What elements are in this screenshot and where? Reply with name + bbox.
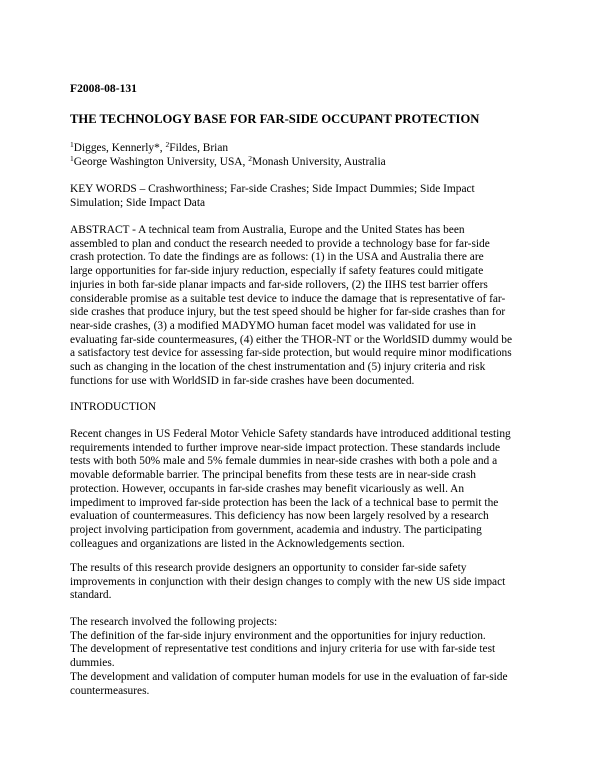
keywords-line: Simulation; Side Impact Data — [70, 196, 206, 209]
paragraph-line: project involving participation from government, academia and industry. The participating — [70, 523, 482, 536]
abstract-line: large opportunities for far-side injury reduction, especially if safety features could mitigate — [70, 265, 484, 278]
keywords-line: KEY WORDS – Crashworthiness; Far-side Crashes; Side Impact Dummies; Side Impact — [70, 183, 475, 195]
abstract — [70, 224, 540, 388]
paragraph-line: evaluation of countermeasures. This deficiency has now been largely resolved by a research — [70, 510, 489, 523]
paragraph-line: improvements in conjunction with their design changes to comply with the new US side impact — [70, 575, 506, 588]
paragraph-line: protection. However, occupants in far-side crashes may benefit vicariously as well. An — [70, 482, 465, 495]
abstract-line: crash protection. To date the findings are as follows: (1) in the USA and Australia there are — [70, 251, 484, 264]
keywords — [70, 183, 540, 210]
paragraph-line: countermeasures. — [70, 684, 150, 697]
intro-paragraph-1 — [70, 428, 540, 551]
paragraph-line: movable deformable barrier. The principal benefits from these tests are in near-side crash — [70, 469, 476, 482]
affiliation-name: George Washington University, USA, — [73, 156, 249, 168]
paragraph-line: requirements intended to further improve near-side impact protection. These standards include — [70, 441, 501, 454]
author-name: Fildes, Brian — [169, 142, 229, 154]
paper-title: THE TECHNOLOGY BASE FOR FAR-SIDE OCCUPANT PROTECTION — [70, 112, 480, 126]
author-name: Digges, Kennerly*, — [73, 142, 166, 154]
intro-paragraph-3 — [70, 616, 540, 698]
abstract-line: functions for use with WorldSID in far-side crashes have been documented. — [70, 374, 415, 387]
abstract-line: ABSTRACT - A technical team from Australia, Europe and the United States has been — [70, 224, 465, 236]
abstract-line: side crashes that produce injury, but the test speed should be higher for far-side crashes than for — [70, 306, 506, 319]
abstract-line: a satisfactory test device for assessing far-side protection, but would require minor modifications — [70, 347, 512, 360]
paragraph-line: dummies. — [70, 657, 115, 670]
paragraph-line: The development of representative test conditions and injury criteria for use with far-side test — [70, 643, 496, 656]
paper-id: F2008-08-131 — [70, 82, 137, 95]
author-line — [70, 142, 540, 156]
abstract-line: such as changing in the location of the chest instrumentation and (5) injury criteria and risk — [70, 361, 486, 374]
abstract-line: assembled to plan and conduct the research needed to provide a technology base for far-side — [70, 237, 490, 250]
abstract-line: considerable promise as a suitable test device to induce the damage that is representative of far- — [70, 292, 506, 305]
affiliation-superscript: 1 — [70, 154, 74, 163]
affiliation-line — [70, 156, 540, 170]
affiliation-name: Monash University, Australia — [251, 156, 386, 168]
paragraph-line: standard. — [70, 589, 112, 602]
paragraph-line: The development and validation of computer human models for use in the evaluation of far-side — [70, 670, 508, 683]
paragraph-line: impediment to improved far-side protection has been the lack of a technical base to permit the — [70, 496, 499, 509]
affiliation-superscript: 2 — [248, 154, 252, 163]
abstract-line: injuries in both far-side planar impacts and far-side rollovers, (2) the IIHS test barrier offers — [70, 278, 488, 291]
author-superscript: 1 — [70, 140, 74, 149]
author-superscript: 2 — [165, 140, 170, 149]
abstract-line: near-side crashes, (3) a modified MADYMO human facet model was validated for use in — [70, 319, 476, 332]
abstract-line: evaluating far-side countermeasures, (4) either the THOR-NT or the WorldSID dummy would be — [70, 333, 513, 346]
paragraph-line: Recent changes in US Federal Motor Vehicle Safety standards have introduced additional testing — [70, 428, 511, 440]
paragraph-line: The research involved the following projects: — [70, 616, 278, 628]
intro-paragraph-2 — [70, 562, 540, 603]
section-heading-introduction: INTRODUCTION — [70, 401, 157, 413]
paragraph-line: tests with both 50% male and 5% female dummies in near-side crashes with both a pole and a — [70, 455, 498, 468]
paragraph-line: colleagues and organizations are listed in the Acknowledgements section. — [70, 537, 405, 550]
paragraph-line: The results of this research provide designers an opportunity to consider far-side safety — [70, 562, 467, 574]
paragraph-line: The definition of the far-side injury environment and the opportunities for injury reduction. — [70, 629, 486, 642]
